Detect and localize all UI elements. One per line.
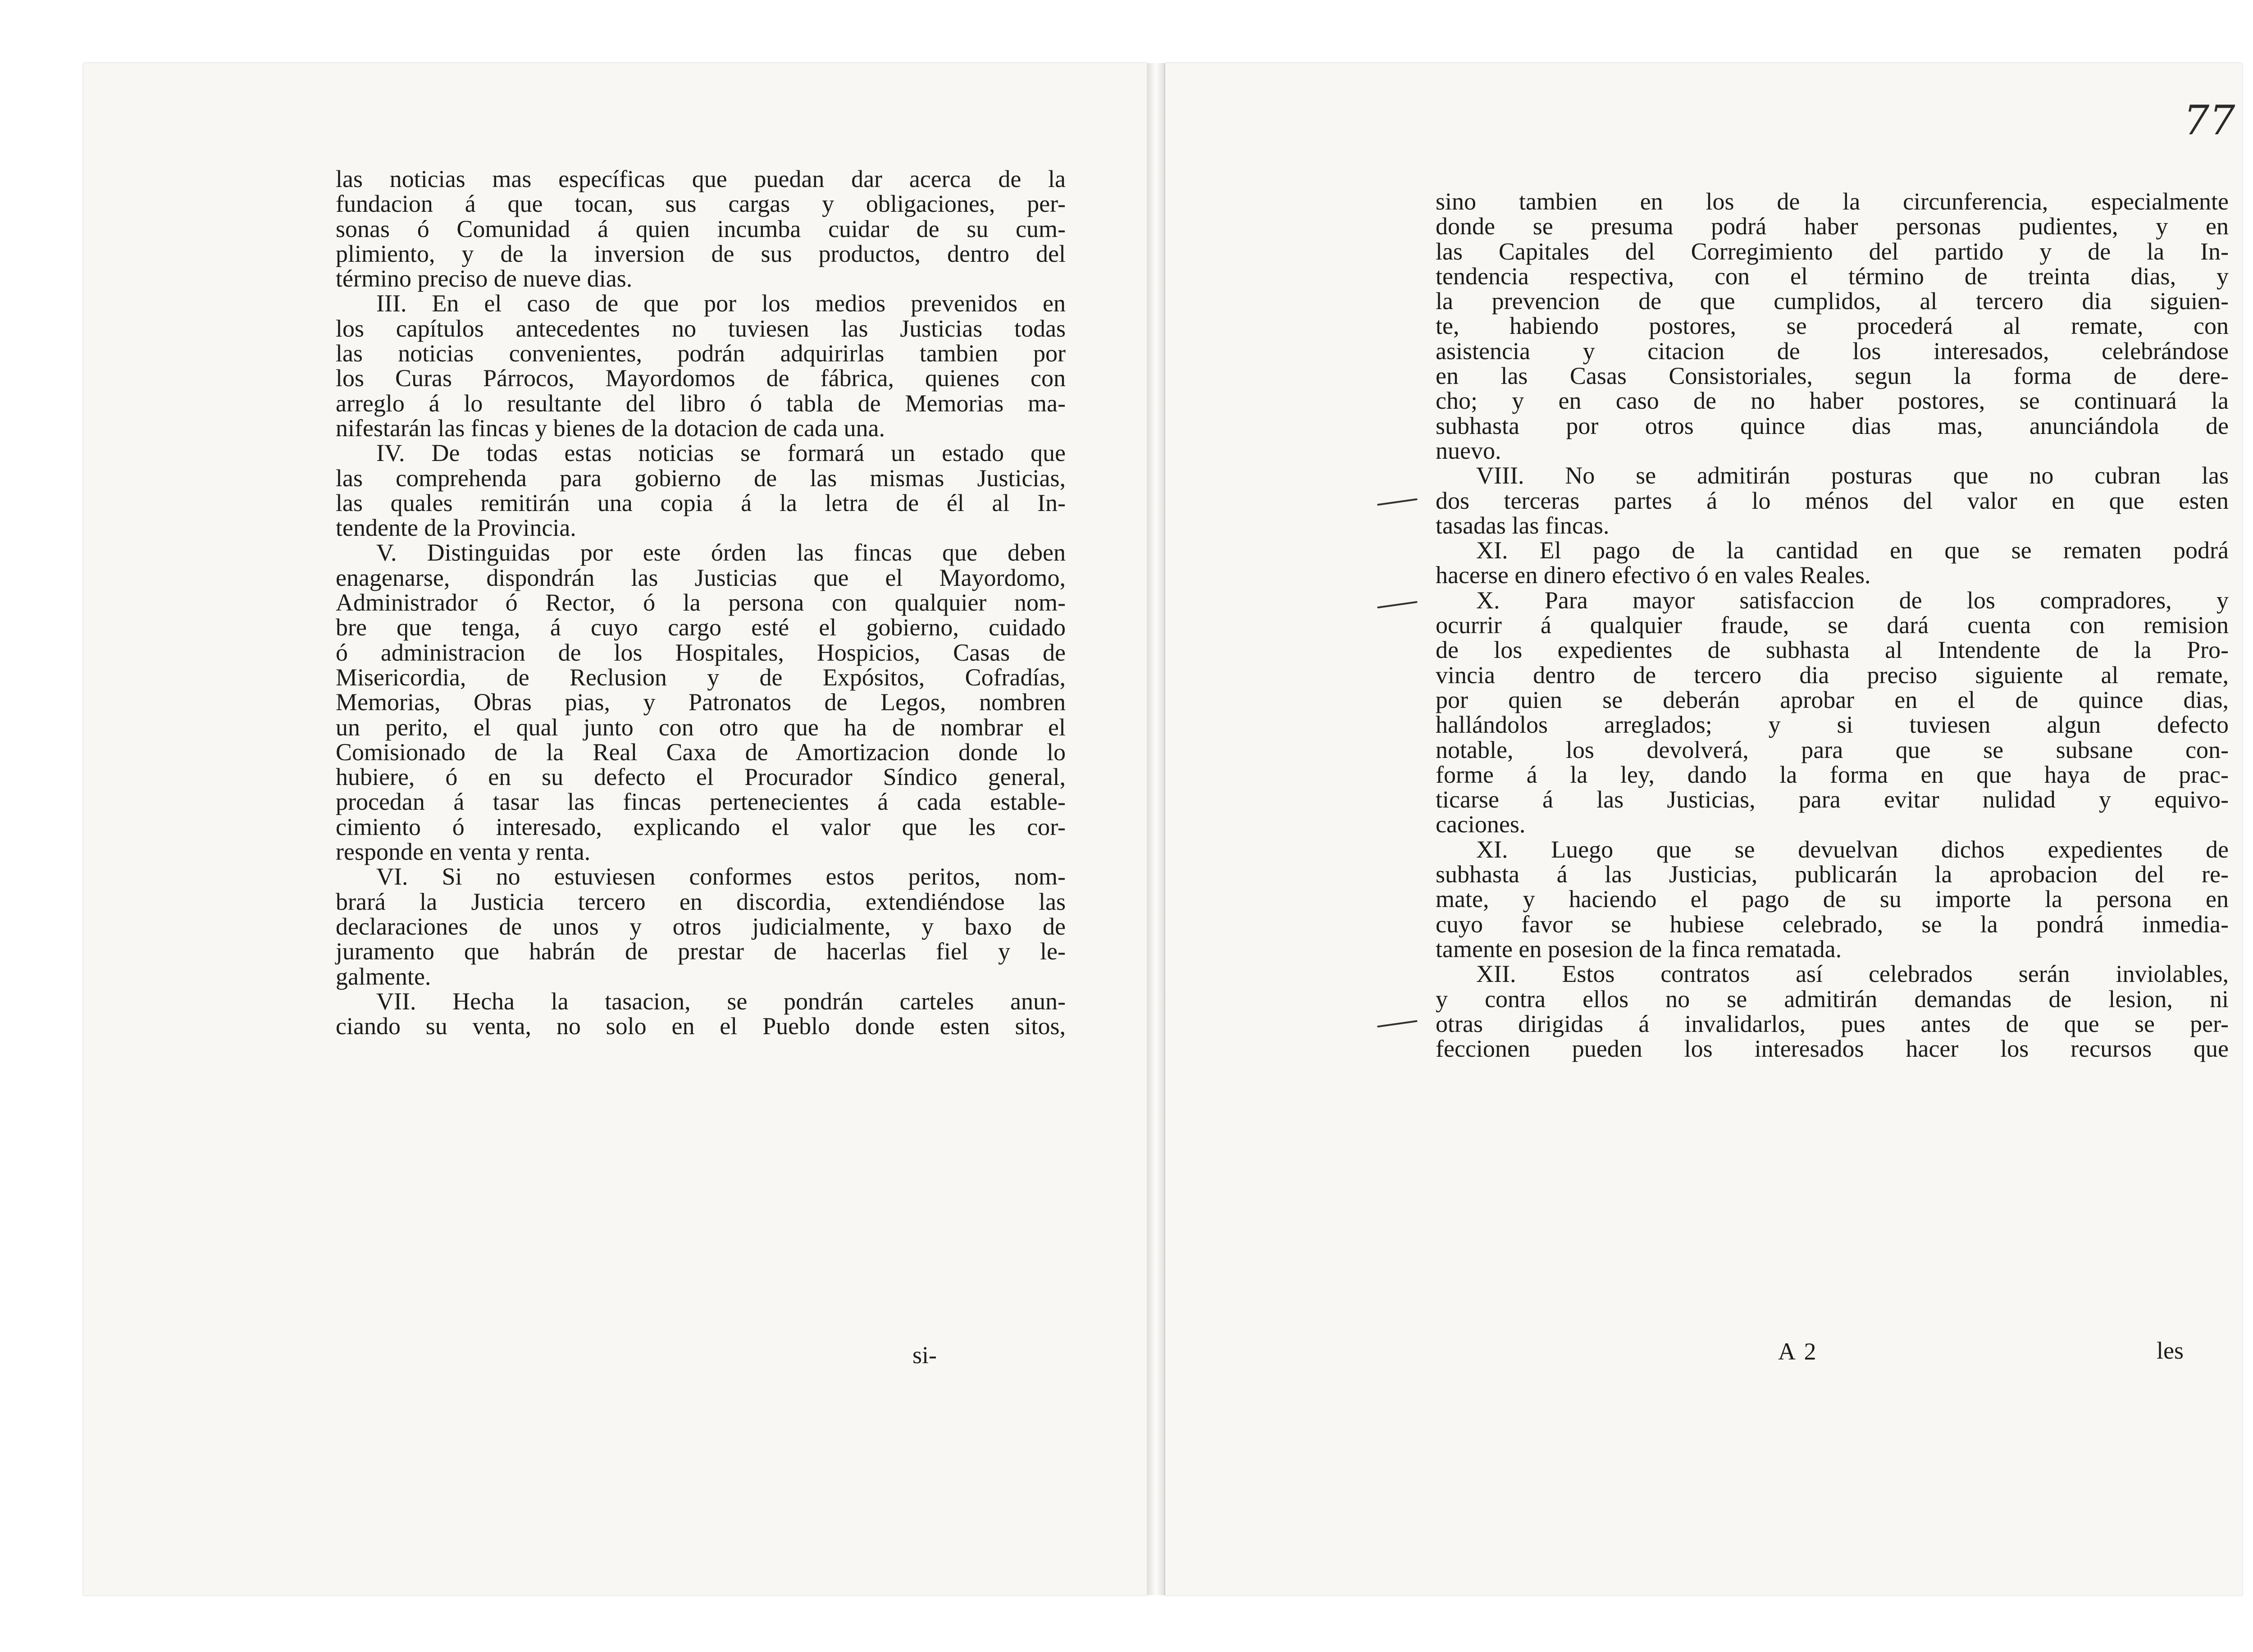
text-line: Memorias, Obras pias, y Patronatos de Legos, nombren [336, 689, 1066, 716]
text-line: Misericordia, de Reclusion y de Expósitos, Cofradías, [336, 663, 1066, 691]
text-line: otras dirigidas á invalidarlos, pues antes de que se per- [1436, 1010, 2229, 1037]
text-line: arreglo á lo resultante del libro ó tabla de Memorias ma- [336, 389, 1066, 417]
text-line: procedan á tasar las fincas pertenecientes á cada estable- [336, 788, 1066, 816]
text-line: X. Para mayor satisfaccion de los compradores, y [1476, 586, 2229, 614]
text-line: cho; y en caso de no haber postores, se continuará la [1436, 387, 2229, 415]
text-line: fundacion á que tocan, sus cargas y obligaciones, per- [336, 190, 1066, 218]
text-line: ó administracion de los Hospitales, Hospicios, Casas de [336, 639, 1066, 666]
margin-tick-mark [1377, 601, 1418, 608]
text-line: hubiere, ó en su defecto el Procurador Síndico general, [336, 763, 1066, 791]
text-line: VI. Si no estuviesen conformes estos peritos, nom- [376, 863, 1066, 890]
text-line: ciando su venta, no solo en el Pueblo donde esten sitos, [336, 1013, 1066, 1040]
text-line: cimiento ó interesado, explicando el valor que les cor- [336, 813, 1066, 840]
text-line: los capítulos antecedentes no tuviesen las Justicias todas [336, 315, 1066, 342]
text-line: declaraciones de unos y otros judicialmente, y baxo de [336, 913, 1066, 940]
left-catchword: si- [912, 1342, 937, 1369]
text-line: brará la Justicia tercero en discordia, extendiéndose las [336, 888, 1066, 915]
right-page-text [1436, 189, 2229, 1061]
text-line: ticarse á las Justicias, para evitar nulidad y equivo- [1436, 786, 2229, 813]
signature-mark: A 2 [1778, 1338, 1818, 1365]
text-line: feccionen pueden los interesados hacer los recursos que [1436, 1035, 2229, 1063]
text-line: III. En el caso de que por los medios prevenidos en [376, 290, 1066, 317]
text-line: tamente en posesion de la finca rematada. [1436, 935, 1842, 963]
right-catchword: les [2157, 1337, 2184, 1364]
text-line: responde en venta y renta. [336, 838, 591, 866]
book-gutter [1147, 63, 1165, 1595]
text-line: las Capitales del Corregimiento del partido y de la In- [1436, 237, 2229, 265]
text-line: la prevencion de que cumplidos, al tercero dia siguien- [1436, 288, 2229, 315]
text-line: XI. El pago de la cantidad en que se rematen podrá [1476, 537, 2229, 564]
text-line: sonas ó Comunidad á quien incumba cuidar de su cum- [336, 215, 1066, 242]
text-line: bre que tenga, á cuyo cargo esté el gobierno, cuidado [336, 614, 1066, 641]
text-line: V. Distinguidas por este órden las fincas que deben [376, 539, 1066, 566]
folio-number: 77 [2184, 97, 2235, 144]
book-spread [83, 63, 2242, 1595]
text-line: por quien se deberán aprobar en el de quince dias, [1436, 686, 2229, 713]
text-line: forme á la ley, dando la forma en que haya de prac- [1436, 761, 2229, 788]
text-line: notable, los devolverá, para que se subsane con- [1436, 736, 2229, 763]
text-line: los Curas Párrocos, Mayordomos de fábrica, quienes con [336, 365, 1066, 392]
text-line: nifestarán las fincas y bienes de la dotacion de cada una. [336, 414, 885, 442]
text-line: galmente. [336, 963, 431, 990]
text-line: las comprehenda para gobierno de las mismas Justicias, [336, 464, 1066, 492]
text-line: nuevo. [1436, 437, 1501, 464]
left-page [83, 63, 1147, 1595]
text-line: ocurrir á qualquier fraude, se dará cuenta con remision [1436, 612, 2229, 639]
text-line: hallándolos arreglados; y si tuviesen algun defecto [1436, 711, 2229, 739]
text-line: XII. Estos contratos así celebrados serán inviolables, [1476, 960, 2229, 988]
text-line: dos terceras partes á lo ménos del valor en que esten [1436, 487, 2229, 514]
text-line: término preciso de nueve dias. [336, 265, 633, 292]
text-line: las noticias convenientes, podrán adquirirlas tambien por [336, 340, 1066, 367]
text-line: un perito, el qual junto con otro que ha de nombrar el [336, 713, 1066, 741]
text-line: XI. Luego que se devuelvan dichos expedientes de [1476, 835, 2229, 863]
margin-tick-mark [1377, 1020, 1418, 1027]
text-line: tasadas las fincas. [1436, 511, 1610, 539]
text-line: y contra ellos no se admitirán demandas de lesion, ni [1436, 985, 2229, 1013]
text-line: Administrador ó Rector, ó la persona con qualquier nom- [336, 589, 1066, 616]
text-line: juramento que habrán de prestar de hacerlas fiel y le- [336, 938, 1066, 965]
margin-tick-mark [1377, 498, 1418, 506]
text-line: VIII. No se admitirán posturas que no cubran las [1476, 462, 2229, 489]
text-line: en las Casas Consistoriales, segun la forma de dere- [1436, 362, 2229, 390]
text-line: donde se presuma podrá haber personas pudientes, y en [1436, 213, 2229, 240]
text-line: Comisionado de la Real Caxa de Amortizacion donde lo [336, 738, 1066, 766]
text-line: asistencia y citacion de los interesados, celebrándose [1436, 337, 2229, 365]
text-line: las quales remitirán una copia á la letra de él al In- [336, 489, 1066, 516]
left-page-text [336, 167, 1066, 1039]
text-line: tendencia respectiva, con el término de treinta dias, y [1436, 262, 2229, 290]
text-line: sino tambien en los de la circunferencia, especialmente [1436, 188, 2229, 215]
text-line: las noticias mas específicas que puedan dar acerca de la [336, 165, 1066, 192]
text-line: cuyo favor se hubiese celebrado, se la pondrá inmedia- [1436, 910, 2229, 938]
text-line: subhasta por otros quince dias mas, anunciándola de [1436, 412, 2229, 439]
text-line: de los expedientes de subhasta al Intendente de la Pro- [1436, 636, 2229, 664]
text-line: VII. Hecha la tasacion, se pondrán carteles anun- [376, 987, 1066, 1015]
text-line: tendente de la Provincia. [336, 514, 576, 542]
text-line: te, habiendo postores, se procederá al remate, con [1436, 312, 2229, 340]
text-line: hacerse en dinero efectivo ó en vales Reales. [1436, 561, 1871, 589]
text-line: subhasta á las Justicias, publicarán la aprobacion del re- [1436, 861, 2229, 888]
right-page [1165, 63, 2242, 1595]
text-line: IV. De todas estas noticias se formará un estado que [376, 439, 1066, 467]
text-line: caciones. [1436, 811, 1526, 838]
text-line: enagenarse, dispondrán las Justicias que el Mayordomo, [336, 564, 1066, 591]
text-line: mate, y haciendo el pago de su importe la persona en [1436, 885, 2229, 913]
text-line: plimiento, y de la inversion de sus productos, dentro del [336, 240, 1066, 267]
text-line: vincia dentro de tercero dia preciso siguiente al remate, [1436, 661, 2229, 689]
